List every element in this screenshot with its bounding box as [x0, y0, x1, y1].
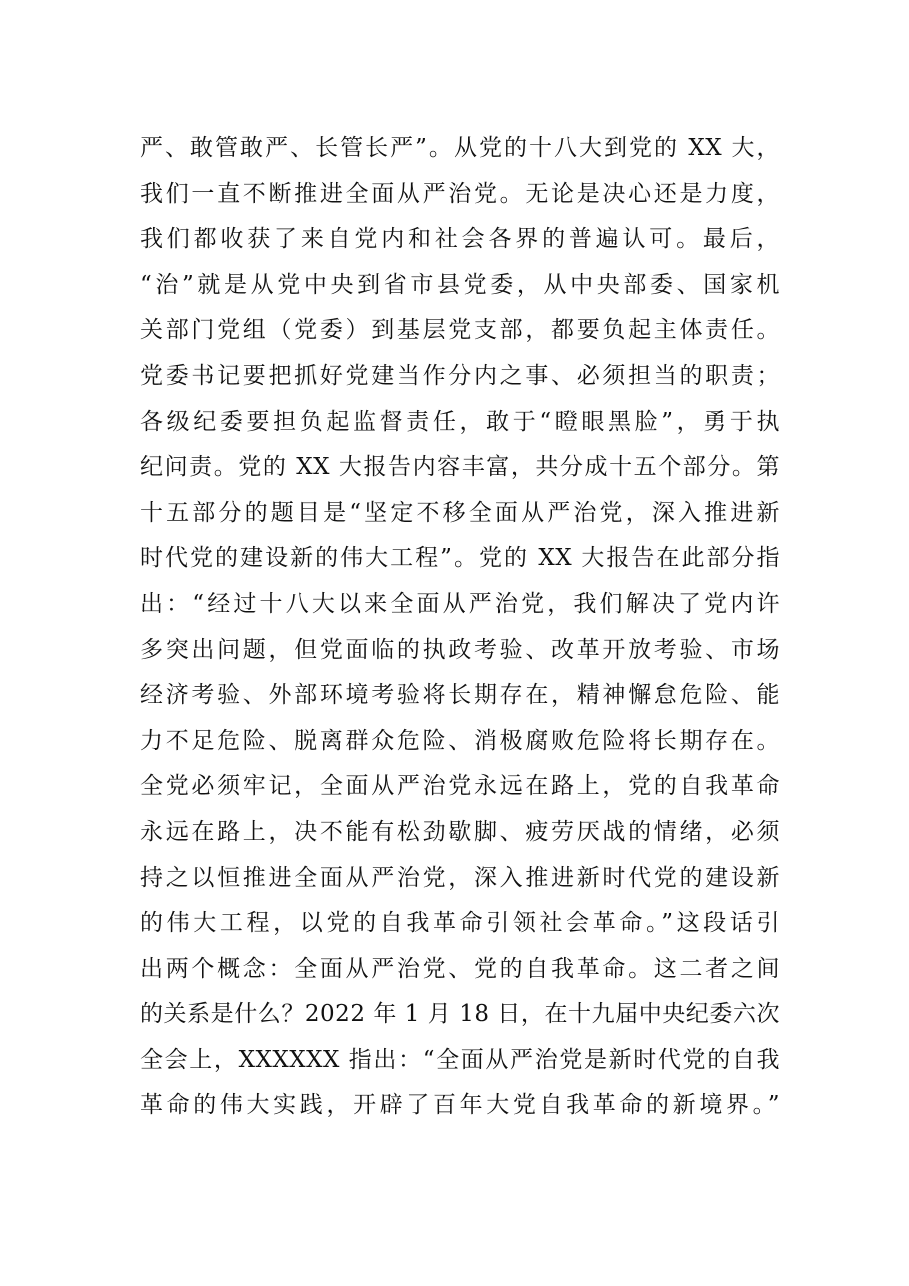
text-line: 出：“经过十八大以来全面从严治党，我们解决了党内许: [140, 590, 780, 617]
text-line: 多突出问题，但党面临的执政考验、改革开放考验、市场: [140, 636, 780, 663]
body-paragraph: [140, 126, 780, 1129]
text-line: 永远在路上，决不能有松劲歇脚、疲劳厌战的情绪，必须: [140, 818, 780, 845]
text-line: 持之以恒推进全面从严治党，深入推进新时代党的建设新: [140, 864, 780, 891]
text-line: 我们一直不断推进全面从严治党。无论是决心还是力度，: [140, 180, 780, 207]
text-line: 力不足危险、脱离群众危险、消极腐败危险将长期存在。: [140, 727, 780, 754]
text-line: 经济考验、外部环境考验将长期存在，精神懈怠危险、能: [140, 682, 780, 709]
text-line: 我们都收获了来自党内和社会各界的普遍认可。最后，: [140, 226, 780, 253]
text-line: 各级纪委要担负起监督责任，敢于“瞪眼黑脸”，勇于执: [140, 408, 780, 435]
text-line: 关部门党组（党委）到基层党支部，都要负起主体责任。: [140, 317, 780, 344]
text-line: 十五部分的题目是“坚定不移全面从严治党，深入推进新: [140, 499, 780, 526]
text-line: 时代党的建设新的伟大工程”。党的 XX 大报告在此部分指: [140, 545, 780, 572]
text-line: 全党必须牢记，全面从严治党永远在路上，党的自我革命: [140, 773, 780, 800]
text-line: 全会上，XXXXXX 指出：“全面从严治党是新时代党的自我: [140, 1046, 780, 1073]
text-line: 的伟大工程，以党的自我革命引领社会革命。”这段话引: [140, 910, 780, 937]
text-line: 严、敢管敢严、长管长严”。从党的十八大到党的 XX 大，: [140, 135, 780, 161]
text-line: 党委书记要把抓好党建当作分内之事、必须担当的职责；: [140, 362, 780, 389]
text-line: 出两个概念：全面从严治党、党的自我革命。这二者之间: [140, 955, 780, 982]
text-line: “治”就是从党中央到省市县党委，从中央部委、国家机: [140, 271, 780, 298]
text-line: 的关系是什么？2022 年 1 月 18 日，在十九届中央纪委六次: [140, 1001, 780, 1028]
text-line: 革命的伟大实践，开辟了百年大党自我革命的新境界。”: [140, 1092, 780, 1119]
text-line: 纪问责。党的 XX 大报告内容丰富，共分成十五个部分。第: [140, 454, 780, 481]
